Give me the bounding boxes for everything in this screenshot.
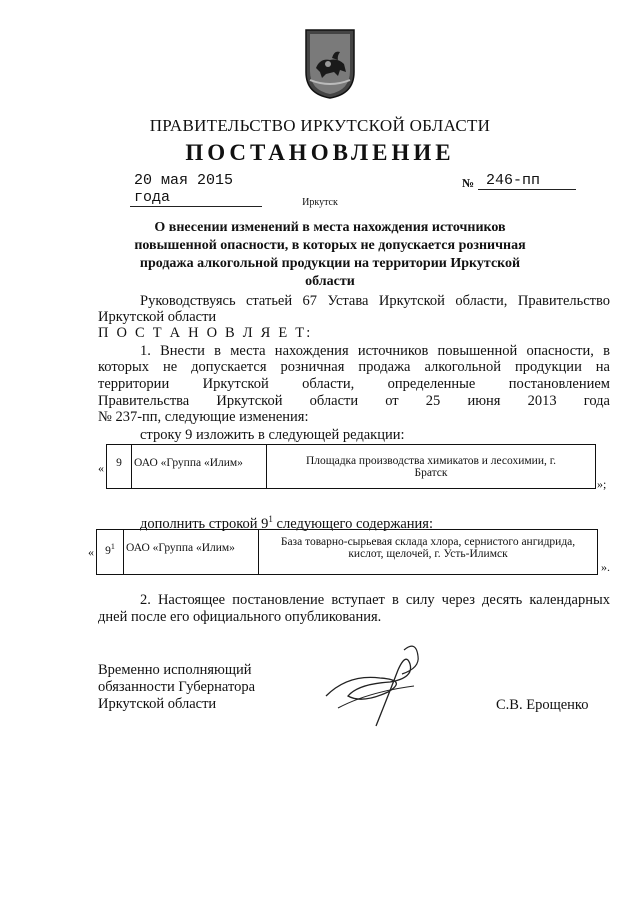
sub-item-2-text: дополнить строкой 9 [140,515,269,532]
number-sign: № [462,176,475,190]
item1-line: территории Иркутской области, определенные постановлением [98,376,610,392]
sub-item-2-tail: следующего содержания: [272,515,433,532]
table2-org: ОАО «Группа «Илим» [124,530,259,575]
issue-city: Иркутск [302,197,338,208]
government-name: ПРАВИТЕЛЬСТВО ИРКУТСКОЙ ОБЛАСТИ [149,116,491,135]
document-subject: О внесении изменений в места нахождения источников повышенной опасности, в которых не допускается розничная продажа алкогольной продукции на территории Иркутской области [134,220,526,289]
table1-org: ОАО «Группа «Илим» [132,445,267,489]
table2-num-sup: 1 [110,542,115,551]
document-number: 246-пп [478,172,576,190]
handwritten-signature [318,634,436,732]
table2-num-main: 9 [105,544,111,557]
item2-line1: 2. Настоящее постановление вступает в силу через десять календарных [140,592,610,608]
sub-item-2-sup: 1 [268,514,273,524]
coat-of-arms-icon [304,28,356,100]
item2-line2: дней после его официального опубликования. [98,609,382,625]
table1-open-quote: « [98,461,104,475]
table2-num [97,530,124,575]
table2-close-quote: ». [601,560,610,574]
signatory-line2: обязанности Губернатора [98,679,256,695]
table2-open-quote: « [88,545,94,559]
table1-place: Площадка производства химикатов и лесохимии, г. Братск [267,445,596,489]
table2-place: База товарно-сырьевая склада хлора, сернистого ангидрида, кислот, щелочей, г. Усть-Илимск [259,530,598,575]
item1-line: которых не допускается розничная продажа алкогольной продукции на [98,359,610,375]
item1-line: 1. Внести в места нахождения источников повышенной опасности, в [140,343,610,359]
table1-num: 9 [107,445,132,489]
signatory-title [98,662,255,713]
document-date: 20 мая 2015 года [130,172,262,207]
signatory-line3: Иркутской области [98,696,217,712]
item1-line: № 237-пп, следующие изменения: [98,409,309,425]
preamble: Руководствуясь статьей 67 Устава Иркутской области, Правительство Иркутской области [98,293,610,325]
table1 [106,444,596,489]
signatory-name: С.В. Ерощенко [496,697,589,713]
sub-item-1: строку 9 изложить в следующей редакции: [140,427,405,443]
table1-close-quote: »; [597,477,607,491]
document-type: ПОСТАНОВЛЕНИЕ [185,140,455,165]
item1-line: Правительства Иркутской области от 25 июня 2013 года [98,393,610,409]
signatory-line1: Временно исполняющий [98,662,252,678]
table2 [96,529,598,575]
resolves-heading: П О С Т А Н О В Л Я Е Т: [98,325,313,341]
